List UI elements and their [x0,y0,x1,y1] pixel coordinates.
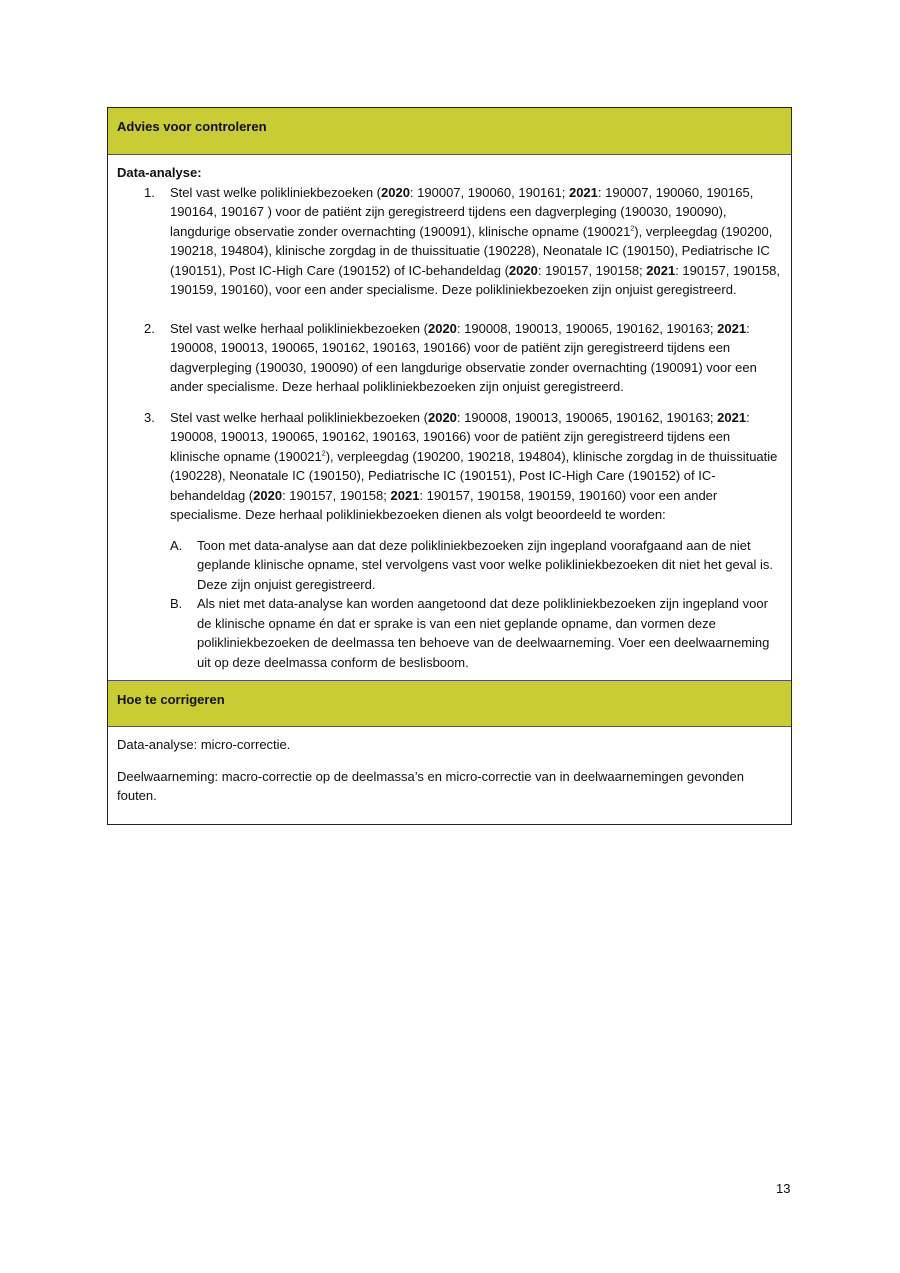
steps-list [117,183,782,673]
section-content-corrigeren [108,727,791,824]
text-run: : 190157, 190158, 190159, 190160), voor een ander specialisme. Deze polikliniekbezoeken zijn onjuist geregistreerd. [170,262,781,297]
year-label: 2020 [427,320,457,336]
sub-list-item [170,594,782,672]
section-header-corrigeren: Hoe te corrigeren [108,680,791,727]
section-content-advies [108,155,791,680]
sub-list [170,536,782,673]
year-label: 2021 [717,320,747,336]
text-run: ), verpleegdag (190200, 190218, 194804), klinische zorgdag in de thuissituatie (190228), Neonatale IC (190150), Pediatrische IC (190151), Post IC-High Care (190152) of IC-behandeldag ( [170,448,778,503]
year-label: 2020 [508,262,538,278]
correction-paragraph: Data-analyse: micro-correctie. [117,737,291,752]
list-item [117,319,782,397]
sub-list-letter: A. [170,537,183,553]
correction-paragraph: Deelwaarneming: macro-correctie op de deelmassa’s en micro-correctie van in deelwaarnemingen gevonden fouten. [117,768,744,803]
sub-list-text: Als niet met data-analyse kan worden aangetoond dat deze polikliniekbezoeken zijn ingepland voor de klinische opname én dat er sprake is van een niet geplande opname, dan vormen deze polikliniekbezoeken de deelmassa ten behoeve van de deelwaarneming. Voer een deelwaarneming uit op deze deelmassa conform de beslisboom. [197,596,770,670]
year-label: 2020 [427,409,457,425]
text-run: : 190008, 190013, 190065, 190162, 190163, 190166) voor de patiënt zijn geregistreerd tijdens een dagverpleging (190030, 190090) of een langdurige observatie zonder overnachting (190091) voor een ander specialisme. Deze herhaal polikliniekbezoeken zijn onjuist geregistreerd. [170,320,757,394]
text-run: : 190007, 190060, 190161; [409,184,569,200]
sub-list-item [170,536,782,595]
year-label: 2021 [717,409,747,425]
year-label: 2021 [390,487,420,503]
text-run: Stel vast welke polikliniekbezoeken ( [170,184,381,200]
year-label: 2020 [253,487,283,503]
list-item [117,183,782,300]
advice-table [107,107,792,825]
text-run: : 190157, 190158, 190159, 190160) voor een ander specialisme. Deze herhaal polikliniekbezoeken dienen als volgt beoordeeld te worden: [170,487,718,522]
text-run: : 190157, 190158; [282,487,391,503]
text-run: : 190007, 190060, 190165, 190164, 190167 ) voor de patiënt zijn geregistreerd tijdens een dagverpleging (190030, 190090), langdurige observatie zonder overnachting (190091), klinische opname (190021 [170,184,754,239]
year-label: 2021 [568,184,598,200]
list-item [117,408,782,673]
text-run: Stel vast welke herhaal polikliniekbezoeken ( [170,409,428,425]
footnote-ref: 2 [321,450,326,458]
text-run: : 190008, 190013, 190065, 190162, 190163; [456,409,718,425]
text-run: : 190008, 190013, 190065, 190162, 190163; [456,320,718,336]
footnote-ref: 2 [630,225,635,233]
list-item-text [170,410,777,523]
list-item-text [170,321,757,395]
sub-list-letter: B. [170,596,183,611]
text-run: Stel vast welke herhaal polikliniekbezoeken ( [170,320,428,336]
text-run: : 190008, 190013, 190065, 190162, 190163, 190166) voor de patiënt zijn geregistreerd tijdens een klinische opname (190021 [170,409,750,464]
list-number: 2. [144,320,155,336]
list-item-text [170,185,780,298]
data-analyse-label: Data-analyse: [117,165,202,180]
sub-list-text: Toon met data-analyse aan dat deze polikliniekbezoeken zijn ingepland voorafgaand aan de niet geplande klinische opname, stel vervolgens vast voor welke polikliniekbezoeken dit niet het geval is. Deze zijn onjuist geregistreerd. [197,537,773,592]
year-label: 2020 [381,184,410,200]
section-header-advies: Advies voor controleren [108,108,791,155]
text-run: : 190157, 190158; [537,262,647,278]
list-number: 3. [144,409,155,425]
text-run: ), verpleegdag (190200, 190218, 194804), klinische zorgdag in de thuissituatie (190228), Neonatale IC (190150), Pediatrische IC (190151), Post IC-High Care (190152) of IC-behandeldag ( [170,223,773,278]
list-number: 1. [144,184,155,200]
year-label: 2021 [646,262,676,278]
page-number: 13 [776,1181,791,1196]
